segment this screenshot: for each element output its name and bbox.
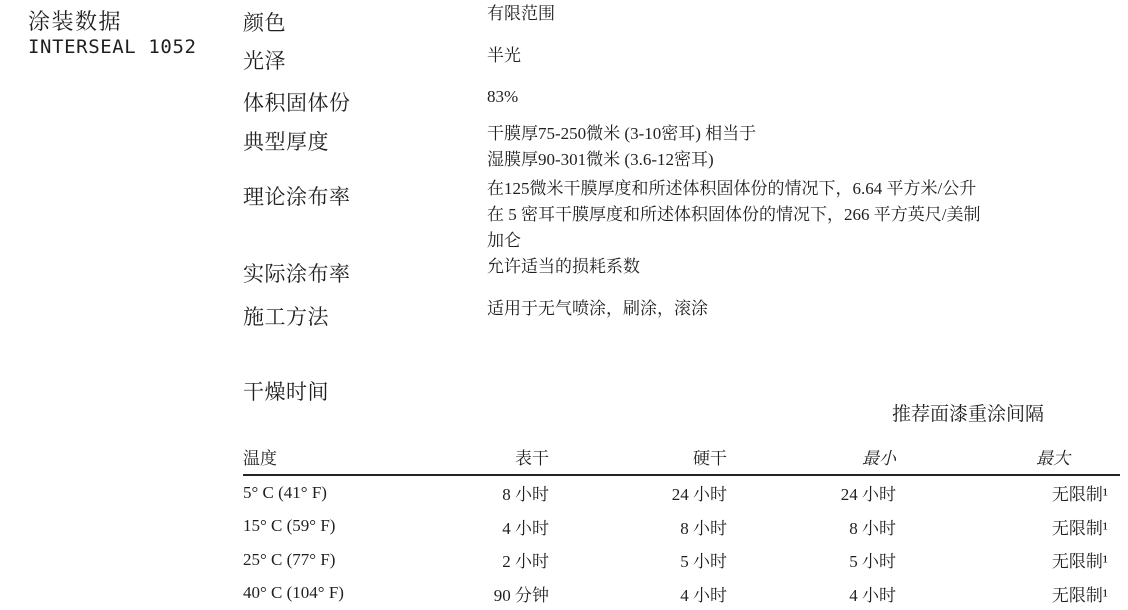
property-value-line: 允许适当的损耗系数 xyxy=(487,254,640,280)
col-header-hard-dry: 硬干 xyxy=(557,438,735,475)
cell-minimum: 5 小时 xyxy=(735,543,904,577)
drying-time-table xyxy=(243,438,1120,610)
cell-minimum: 24 小时 xyxy=(735,475,904,510)
property-value-line: 有限范围 xyxy=(487,1,555,27)
col-header-minimum: 最小 xyxy=(735,438,904,475)
col-header-maximum: 最大 xyxy=(904,438,1120,475)
property-value-line: 在125微米干膜厚度和所述体积固体份的情况下，6.64 平方米/公升 xyxy=(487,176,980,202)
property-label-volume-solids: 体积固体份 xyxy=(243,87,351,117)
cell-hard-dry: 4 小时 xyxy=(557,577,735,610)
cell-touch-dry: 2 小时 xyxy=(465,543,557,577)
table-row xyxy=(243,543,1120,577)
table-row xyxy=(243,577,1120,610)
overcoat-interval-header: 推荐面漆重涂间隔 xyxy=(892,399,1044,426)
cell-temperature: 5° C (41° F) xyxy=(243,475,465,510)
cell-touch-dry: 90 分钟 xyxy=(465,577,557,610)
cell-temperature: 25° C (77° F) xyxy=(243,543,465,577)
cell-touch-dry: 8 小时 xyxy=(465,475,557,510)
cell-hard-dry: 8 小时 xyxy=(557,510,735,544)
property-value-line: 湿膜厚90-301微米 (3.6-12密耳) xyxy=(487,147,756,173)
property-value-line: 83% xyxy=(487,84,518,110)
property-value-gloss xyxy=(487,43,521,69)
cell-temperature: 40° C (104° F) xyxy=(243,577,465,610)
property-value-volume-solids xyxy=(487,84,518,110)
property-value-color xyxy=(487,1,555,27)
property-label-typical-thickness: 典型厚度 xyxy=(243,126,329,156)
cell-maximum: 无限制¹ xyxy=(904,475,1120,510)
product-name: INTERSEAL 1052 xyxy=(28,36,197,58)
property-label-practical-coverage: 实际涂布率 xyxy=(243,258,351,288)
property-value-line: 干膜厚75-250微米 (3-10密耳) 相当于 xyxy=(487,121,756,147)
table-header-row xyxy=(243,438,1120,475)
section-title-coating-data: 涂装数据 xyxy=(28,5,122,36)
property-label-color: 颜色 xyxy=(243,7,286,37)
property-value-line: 适用于无气喷涂，刷涂，滚涂 xyxy=(487,296,708,322)
property-value-typical-thickness xyxy=(487,121,756,173)
drying-time-section-title: 干燥时间 xyxy=(243,376,329,406)
table-row xyxy=(243,475,1120,510)
cell-hard-dry: 24 小时 xyxy=(557,475,735,510)
property-value-practical-coverage xyxy=(487,254,640,280)
property-value-line: 半光 xyxy=(487,43,521,69)
cell-maximum: 无限制¹ xyxy=(904,577,1120,610)
property-value-line: 加仑 xyxy=(487,228,980,254)
cell-minimum: 4 小时 xyxy=(735,577,904,610)
property-label-application-methods: 施工方法 xyxy=(243,301,329,331)
cell-maximum: 无限制¹ xyxy=(904,510,1120,544)
property-label-theoretical-coverage: 理论涂布率 xyxy=(243,181,351,211)
property-value-application-methods xyxy=(487,296,708,322)
table-row xyxy=(243,510,1120,544)
cell-temperature: 15° C (59° F) xyxy=(243,510,465,544)
cell-maximum: 无限制¹ xyxy=(904,543,1120,577)
col-header-temperature: 温度 xyxy=(243,438,465,475)
property-label-gloss: 光泽 xyxy=(243,45,286,75)
col-header-touch-dry: 表干 xyxy=(465,438,557,475)
cell-touch-dry: 4 小时 xyxy=(465,510,557,544)
cell-minimum: 8 小时 xyxy=(735,510,904,544)
property-value-line: 在 5 密耳干膜厚度和所述体积固体份的情况下，266 平方英尺/美制 xyxy=(487,202,980,228)
property-value-theoretical-coverage xyxy=(487,176,980,254)
cell-hard-dry: 5 小时 xyxy=(557,543,735,577)
